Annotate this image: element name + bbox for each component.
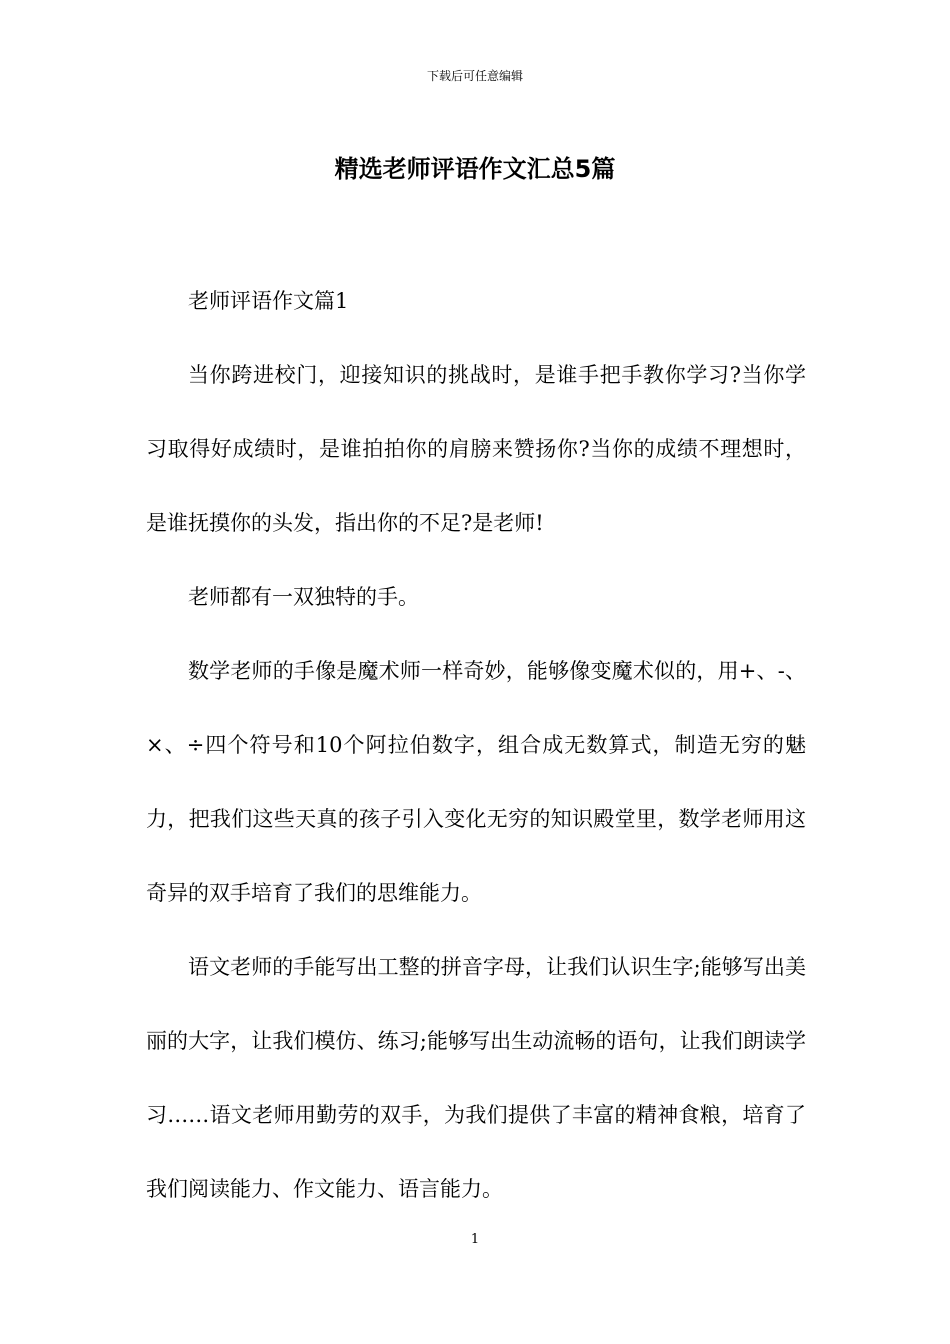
paragraph: 语文老师的手能写出工整的拼音字母，让我们认识生字;能够写出美丽的大字，让我们模仿、练习;能够写出生动流畅的语句，让我们朗读学习……语文老师用勤劳的双手，为我们提供了丰富的精神食粮，培育了我们阅读能力、作文能力、语言能力。 — [146, 955, 806, 1201]
paragraph: 老师都有一双独特的手。 — [188, 585, 419, 609]
paragraph: 数学老师的手像是魔术师一样奇妙，能够像变魔术似的，用+、-、×、÷四个符号和10个阿拉伯数字，组合成无数算式，制造无穷的魅力，把我们这些天真的孩子引入变化无穷的知识殿堂里，数学老师用这奇异的双手培育了我们的思维能力。 — [146, 659, 806, 905]
document-title: 精选老师评语作文汇总5篇 — [334, 155, 616, 183]
section-heading: 老师评语作文篇1 — [188, 289, 349, 313]
page-number: 1 — [470, 1232, 480, 1247]
document-body — [146, 264, 806, 1226]
header-note: 下载后可任意编辑 — [426, 69, 523, 83]
paragraph: 当你跨进校门，迎接知识的挑战时，是谁手把手教你学习?当你学习取得好成绩时，是谁拍拍你的肩膀来赞扬你?当你的成绩不理想时，是谁抚摸你的头发，指出你的不足?是老师! — [146, 363, 806, 535]
